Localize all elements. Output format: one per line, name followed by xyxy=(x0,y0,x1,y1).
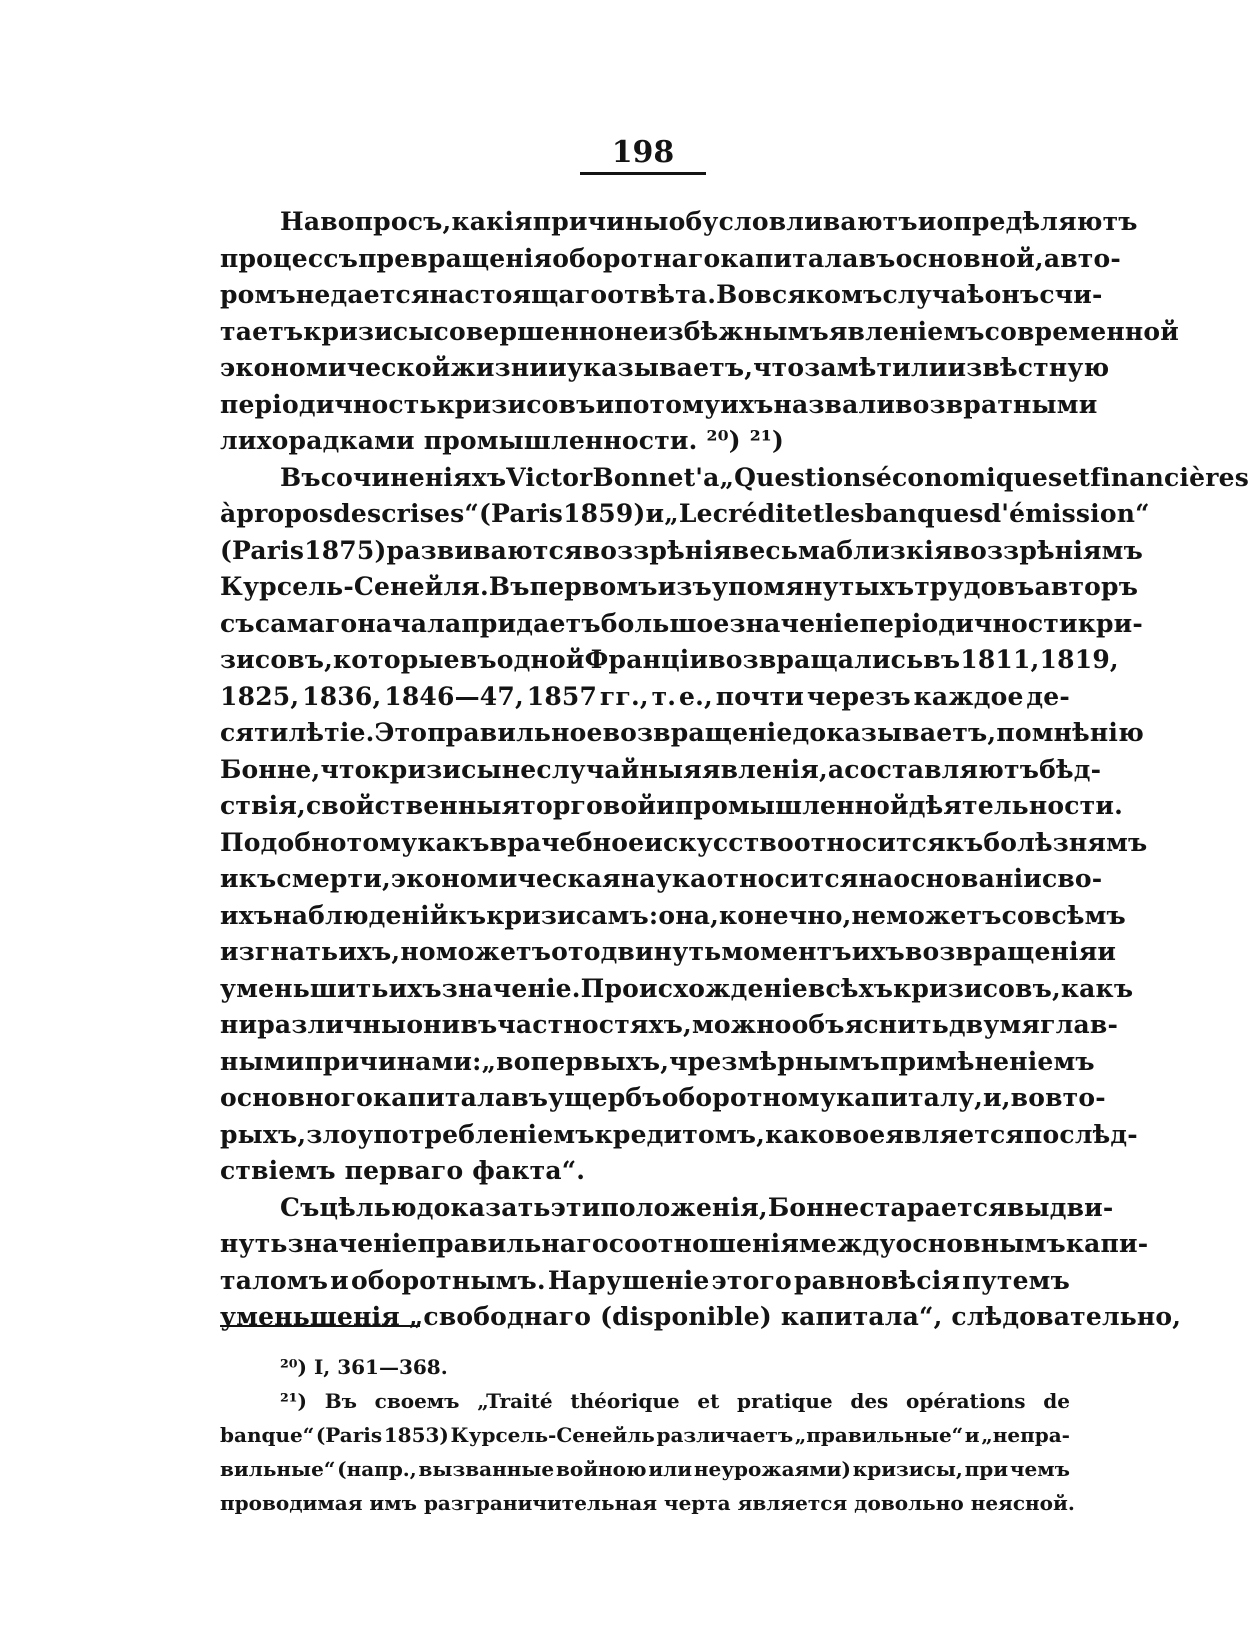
text-line: процессъ превращенія оборотнаго капитала въ основной, авто- xyxy=(220,243,1121,273)
text-line: Подобно тому какъ врачебное искусство относится къ болѣзнямъ xyxy=(220,827,1148,857)
text-line: ни различны они въ частностяхъ, можно объяснить двумя глав- xyxy=(220,1010,1119,1039)
paragraph xyxy=(220,460,1249,1190)
text-line: нуть значеніе правильнаго соотношенія между основнымъ капи- xyxy=(220,1229,1149,1258)
text-line: основного капитала въ ущербъ оборотному капиталу, и, во вто- xyxy=(220,1083,1106,1112)
paragraph xyxy=(220,1190,1182,1336)
footnote-line: ²¹) Въ своемъ „Traité théorique et pratique des opérations de xyxy=(280,1389,1070,1413)
text-line: и къ смерти, экономическая наука относится на основаніи сво- xyxy=(220,864,1103,893)
text-line: ствіемъ перваго факта“. xyxy=(220,1156,586,1185)
text-line: 1825, 1836, 1846—47, 1857 гг., т. е., почти черезъ каждое де- xyxy=(220,681,1070,711)
text-line: На вопросъ, какія причины обусловливаютъ и опредѣляютъ xyxy=(280,207,1138,236)
text-line: à propos des crises“ (Paris 1859) и „Le crédit et les banques d'émission“ xyxy=(220,499,1150,528)
text-line: уменьшенія „свободнаго (disponible) капитала“, слѣдовательно, xyxy=(220,1302,1182,1331)
text-line: ными причинами: „во первыхъ, чрезмѣрнымъ примѣненіемъ xyxy=(220,1046,1095,1076)
text-line: таломъ и оборотнымъ. Нарушеніе этого равновѣсія путемъ xyxy=(220,1265,1070,1295)
text-line: ихъ наблюденій къ кризисамъ: она, конечно, не можетъ совсѣмъ xyxy=(220,900,1126,930)
footnote-line: проводимая имъ разграничительная черта является довольно неясной. xyxy=(220,1491,1075,1515)
text-line: ромъ не дается настоящаго отвѣта. Во всякомъ случаѣ онъ счи- xyxy=(220,280,1103,309)
text-line: Курсель-Сенейля. Въ первомъ изъ упомянутыхъ трудовъ авторъ xyxy=(220,572,1139,601)
text-line: съ самаго начала придаетъ большое значеніе періодичности кри- xyxy=(220,608,1143,638)
text-line: Въ сочиненіяхъ Victor Bonnet'a „Questions économiques et financières xyxy=(280,462,1249,492)
text-line: Съ цѣлью доказать эти положенія, Бонне старается выдви- xyxy=(280,1192,1114,1222)
footnote xyxy=(220,1384,1075,1520)
text-line: (Paris 1875) развиваются воззрѣнія весьма близкія воззрѣніямъ xyxy=(220,535,1143,565)
text-line: лихорадками промышленности. ²⁰) ²¹) xyxy=(220,426,785,455)
text-line: рыхъ, злоупотребленіемъ кредитомъ, каковое является послѣд- xyxy=(220,1119,1138,1149)
footnote-line: banque“ (Paris 1853) Курсель-Сенейль различаетъ „правильные“ и „непра- xyxy=(220,1423,1070,1447)
text-line: зисовъ, которые въ одной Франціи возвращались въ 1811, 1819, xyxy=(220,645,1119,674)
page-number: 198 xyxy=(580,136,706,175)
body-text xyxy=(220,204,1249,1336)
text-line: Бонне, что кризисы не случайныя явленія, а составляютъ бѣд- xyxy=(220,754,1102,784)
text-line: ствія, свойственныя торговой и промышленной дѣятельности. xyxy=(220,791,1123,820)
footnote-line: вильные“ (напр., вызванные войною или неурожаями) кризисы, при чемъ xyxy=(220,1457,1070,1481)
text-line: таетъ кризисы совершенно неизбѣжнымъ явленіемъ современной xyxy=(220,316,1179,346)
footnotes xyxy=(220,1350,1075,1520)
text-line: изгнать ихъ, но можетъ отодвинуть моментъ ихъ возвращенія и xyxy=(220,937,1117,966)
paragraph xyxy=(220,204,1179,460)
text-line: сятилѣтіе. Это правильное возвращеніе доказываетъ, по мнѣнію xyxy=(220,718,1144,747)
text-line: экономической жизни и указываетъ, что замѣтили извѣстную xyxy=(220,353,1110,382)
footnote xyxy=(220,1350,1070,1384)
footnote-divider xyxy=(220,1325,420,1327)
text-line: уменьшить ихъ значеніе. Происхожденіе всѣхъ кризисовъ, какъ xyxy=(220,973,1134,1003)
text-line: періодичность кризисовъ и потому ихъ назвали возвратными xyxy=(220,389,1098,419)
footnote-line: ²⁰) I, 361—368. xyxy=(280,1355,448,1379)
